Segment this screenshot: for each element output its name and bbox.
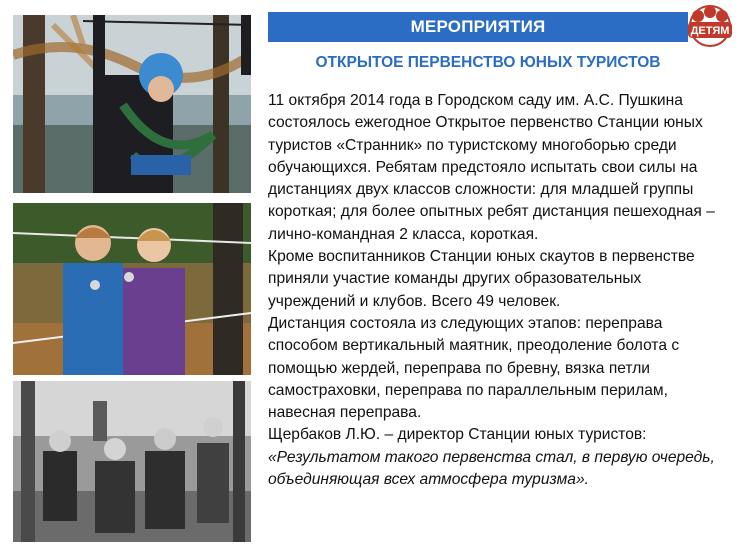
section-header-bar bbox=[268, 12, 688, 42]
photo-girls-with-medals bbox=[13, 203, 251, 375]
photo-children-group bbox=[13, 381, 251, 542]
photo-climber bbox=[13, 15, 251, 193]
section-title: МЕРОПРИЯТИЯ bbox=[410, 17, 546, 36]
paragraph-director: Щербаков Л.Ю. – директор Станции юных туристов: bbox=[268, 426, 647, 444]
director-quote: «Результатом такого первенства стал, в первую очередь, объединяющая всех атмосфера туризма». bbox=[268, 448, 715, 489]
paragraph-stages: Дистанция состояла из следующих этапов: переправа способом вертикальный маятник, преодоление болота с помощью жердей, переправа по бревну, вязка петли самостраховки, переправа по параллельным перилам, навесная переправа. bbox=[268, 314, 680, 422]
paragraph-event: 11 октября 2014 года в Городском саду им. А.С. Пушкина состоялось ежегодное Открытое первенство Станции юных туристов «Странник» по туристскому многоборью среди обучающихся. Ребятам предстояло испытать свои силы на дистанциях двух классов сложности: для младшей группы короткая; для более опытных ребят дистанция пешеходная – лично-командная 2 класса, короткая. bbox=[268, 92, 715, 243]
logo-text: ДЕТЯМ bbox=[690, 25, 730, 37]
paragraph-participants: Кроме воспитанников Станции юных скаутов в первенстве приняли участие команды других образовательных учреждений и клубов. Всего 49 человек. bbox=[268, 248, 695, 310]
logo bbox=[684, 4, 736, 48]
article-body bbox=[268, 90, 730, 491]
page-subtitle: ОТКРЫТОЕ ПЕРВЕНСТВО ЮНЫХ ТУРИСТОВ bbox=[315, 54, 661, 71]
